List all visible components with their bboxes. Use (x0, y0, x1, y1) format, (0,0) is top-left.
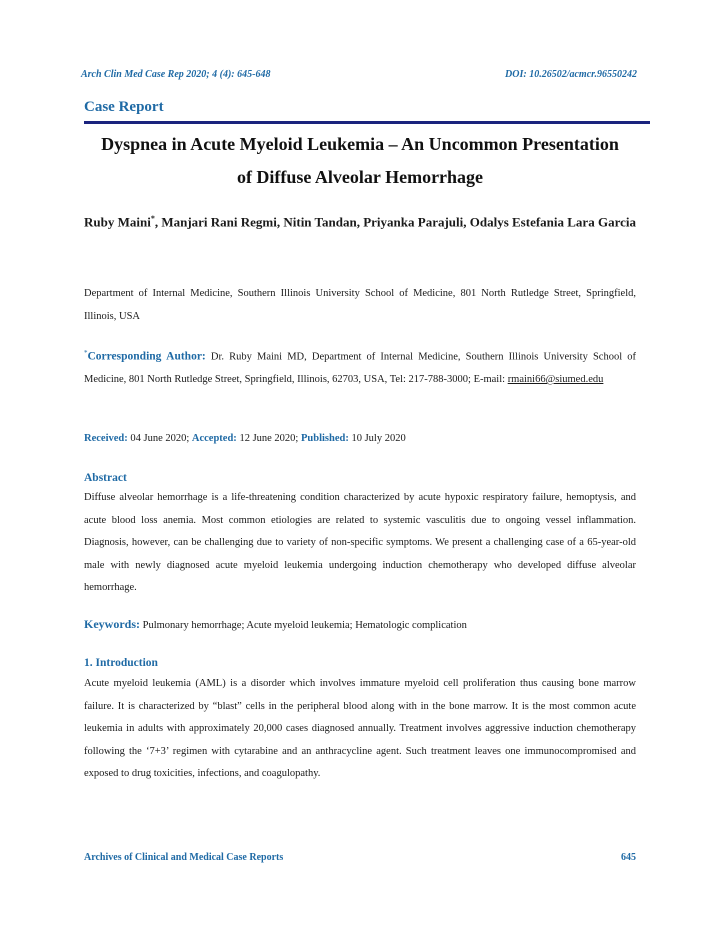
received-date: 04 June 2020; (127, 433, 192, 444)
published-date: 10 July 2020 (348, 433, 406, 444)
title-line-1: Dyspnea in Acute Myeloid Leukemia – An Uncommon Presentation (101, 134, 619, 154)
article-type: Case Report (84, 99, 164, 115)
title-line-2: of Diffuse Alveolar Hemorrhage (236, 167, 484, 187)
corresponding-marker: * (150, 214, 155, 223)
keywords (84, 613, 636, 638)
email-link[interactable]: rmaini66@siumed.edu (507, 374, 604, 385)
first-author: Ruby Maini (84, 214, 151, 230)
corresponding-marker: * (84, 349, 88, 357)
journal-citation: Arch Clin Med Case Rep 2020; 4 (4): 645-648 (81, 69, 271, 80)
article-title (84, 128, 636, 194)
header-divider (84, 121, 650, 124)
corresponding-label: Corresponding Author: (87, 350, 206, 363)
corresponding-author (84, 342, 636, 392)
abstract-body: Diffuse alveolar hemorrhage is a life-threatening condition characterized by acute hypoxic respiratory failure, hemoptysis, and acute blood loss anemia. Most common etiologies are related to systemic vasculitis due to ongoing vessel inflammation. Diagnosis, however, can be challenging due to variety of non-specific symptoms. We present a challenging case of a 65-year-old male with newly diagnosed acute myeloid leukemia undergoing induction chemotherapy who developed diffuse alveolar hemorrhage. (84, 492, 636, 593)
introduction-body: Acute myeloid leukemia (AML) is a disorder which involves immature myeloid cell proliferation thus causing bone marrow failure. It is characterized by “blast” cells in the peripheral blood along with in the bone marrow. It is the most common acute leukemia in adults with approximately 20,000 cases diagnosed annually. Treatment involves aggressive induction chemotherapy following the ‘7+3’ regimen with cytarabine and an anthracycline agent. Such treatment leaves one immunocompromised and exposed to drug toxicities, infections, and coagulopathy. (84, 678, 636, 779)
other-authors: , Manjari Rani Regmi, Nitin Tandan, Priyanka Parajuli, Odalys Estefania Lara Garcia (154, 214, 636, 230)
published-label: Published: (300, 433, 349, 444)
publication-dates (84, 428, 636, 451)
doi[interactable]: DOI: 10.26502/acmcr.96550242 (505, 69, 637, 80)
keywords-text: Pulmonary hemorrhage; Acute myeloid leukemia; Hematologic complication (140, 620, 467, 631)
affiliation: Department of Internal Medicine, Southern Illinois University School of Medicine, 801 North Rutledge Street, Springfield, Illinois, USA (84, 288, 636, 322)
footer-journal: Archives of Clinical and Medical Case Reports (84, 852, 284, 863)
introduction-heading: 1. Introduction (84, 657, 158, 669)
running-footer (84, 852, 636, 863)
author-list (84, 205, 636, 236)
abstract-heading: Abstract (84, 472, 127, 484)
keywords-label: Keywords: (84, 617, 140, 631)
corresponding-details: Dr. Ruby Maini MD, Department of Internal Medicine, Southern Illinois University School of Medicine, 801 North Rutledge Street, Springfield, Illinois, 62703, USA, Tel: 217-788-3000; E-mail: (84, 351, 636, 385)
page-number: 645 (621, 852, 636, 863)
accepted-label: Accepted: (191, 433, 237, 444)
received-label: Received: (84, 433, 128, 444)
accepted-date: 12 June 2020; (236, 433, 301, 444)
